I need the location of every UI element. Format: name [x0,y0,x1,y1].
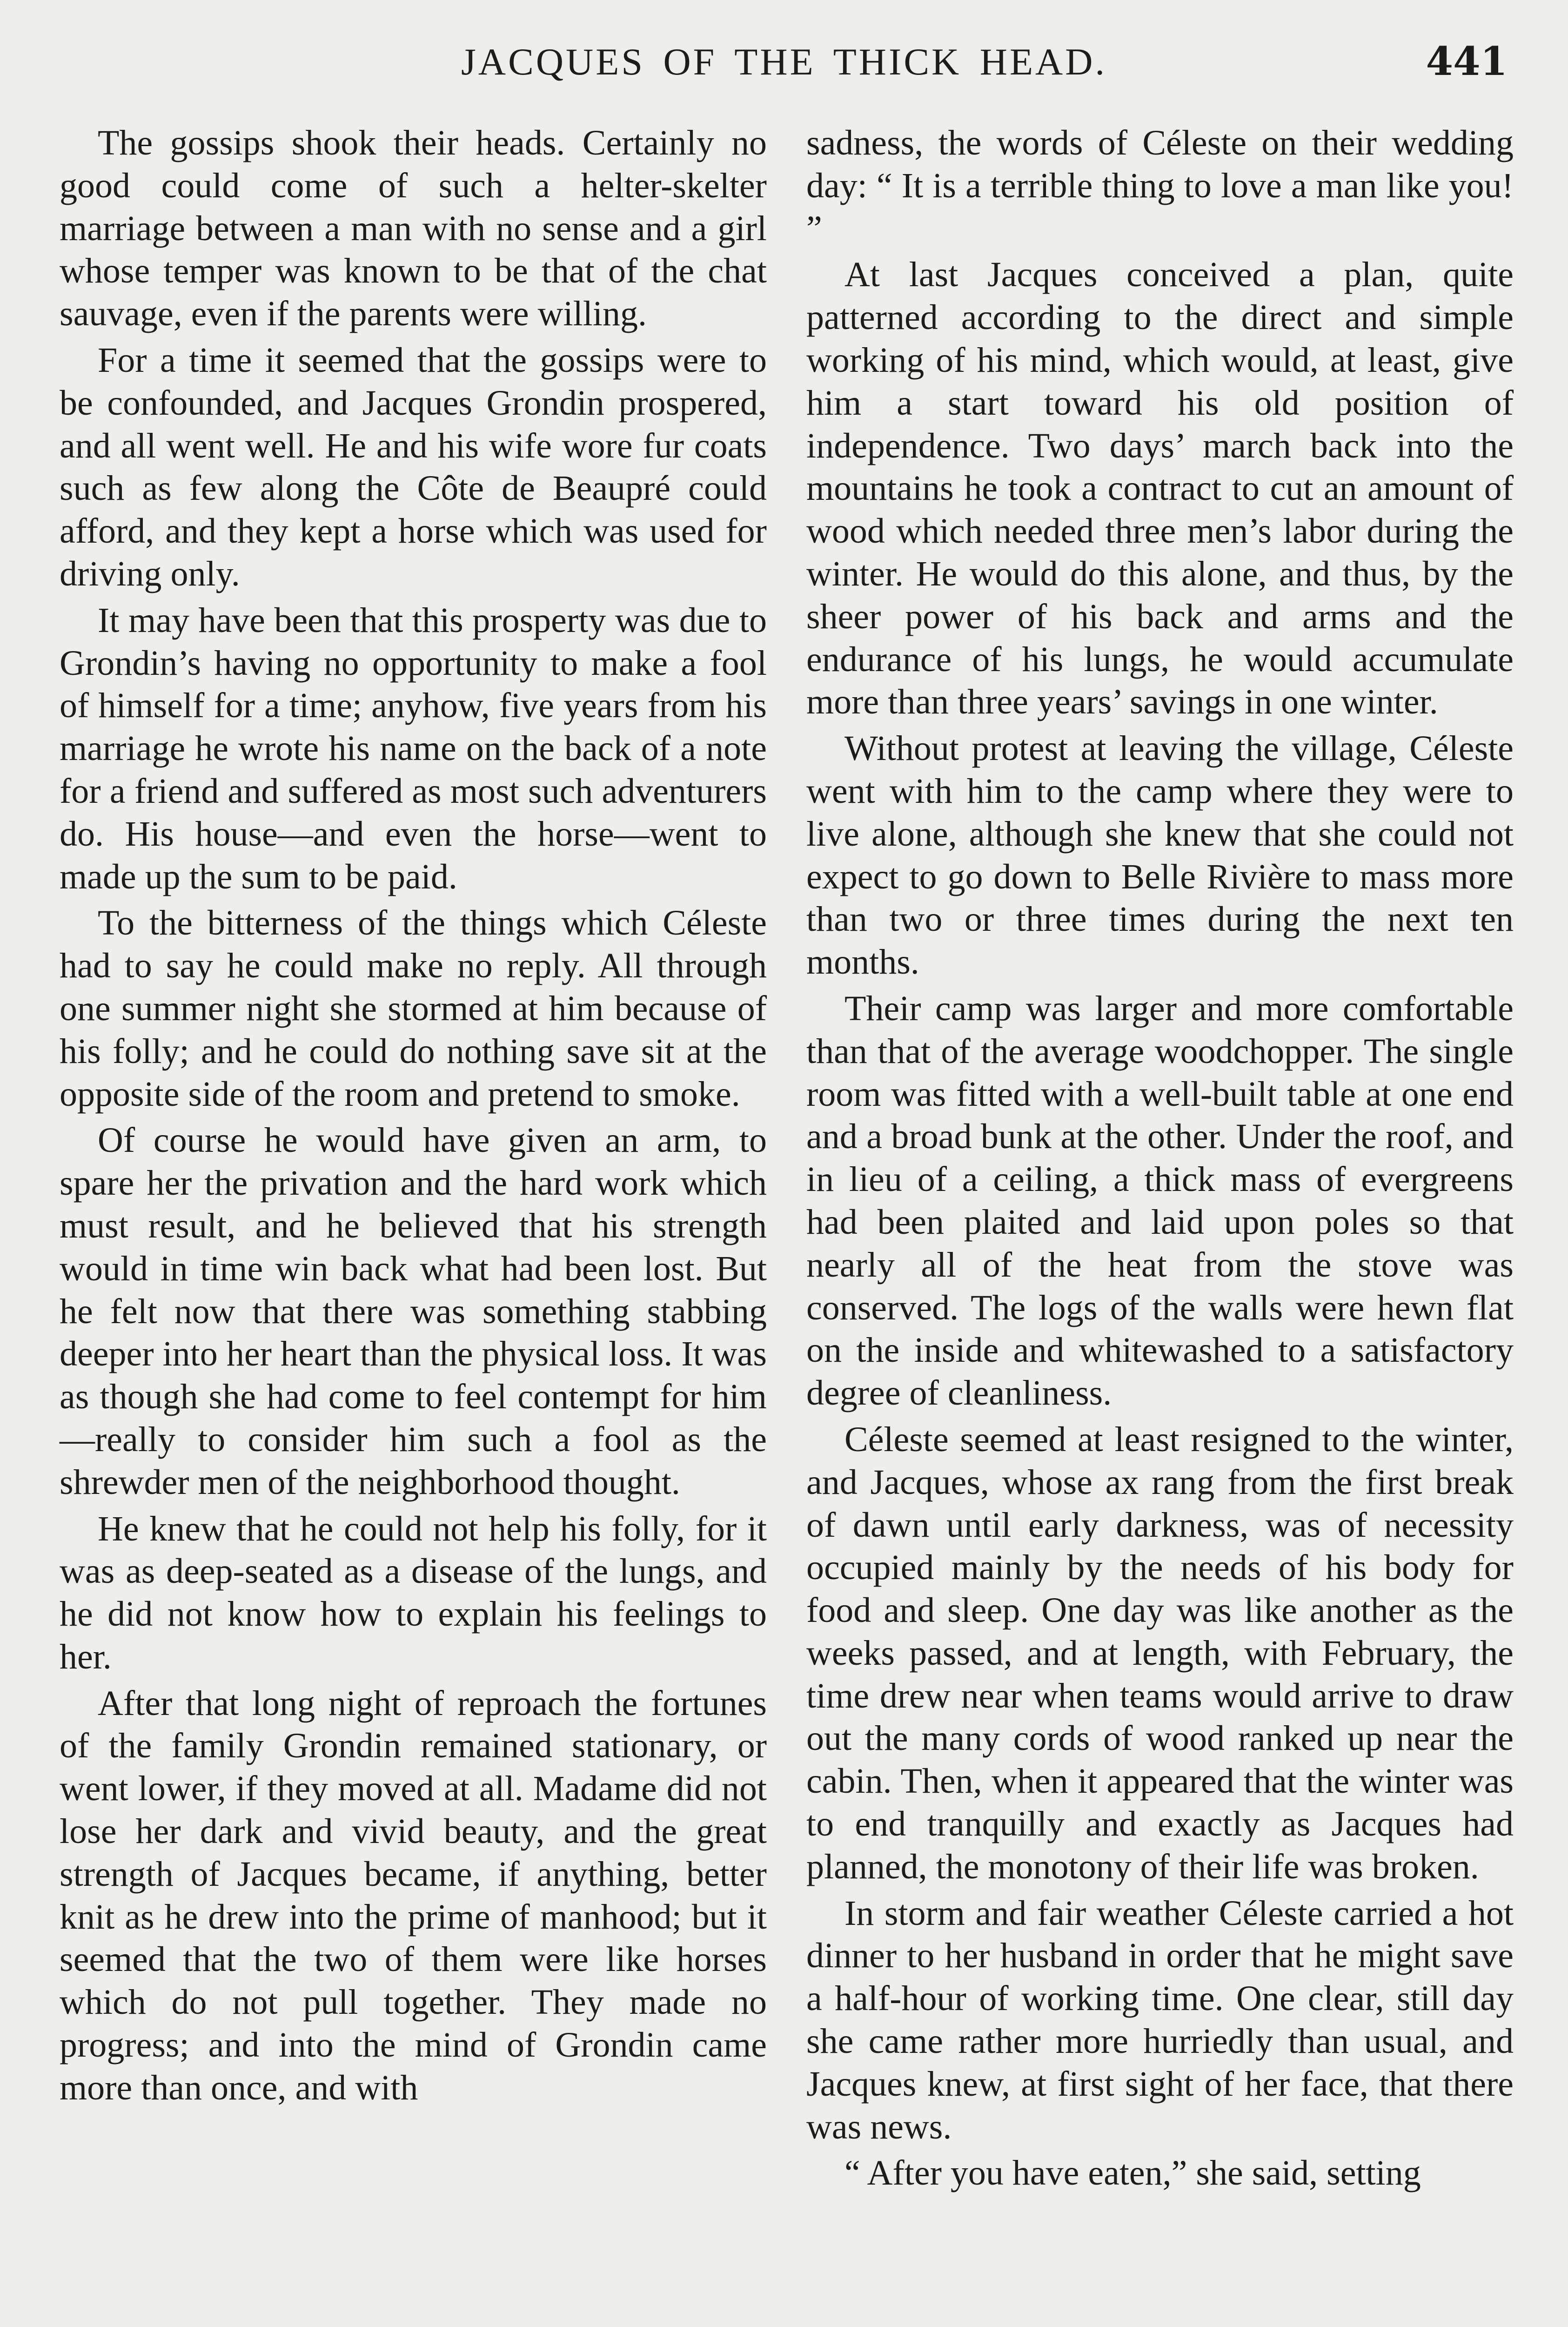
page-header [60,36,1508,87]
paragraph: Without protest at leaving the village, Céleste went with him to the camp where they were to live alone, although she knew that she could not expect to go down to Belle Rivière to mass more than two or three times during the next ten months. [806,729,1514,982]
paragraph: To the bitterness of the things which Céleste had to say he could make no reply. All through one summer night she stormed at him because of his folly; and he could do nothing save sit at the opposite side of the room and pretend to smoke. [60,903,767,1114]
paragraph: The gossips shook their heads. Certainly no good could come of such a helter-skelter marriage between a man with no sense and a girl whose temper was known to be that of the chat sauvage, even if the parents were willing. [60,123,767,334]
paragraph: It may have been that this prosperty was due to Grondin’s having no opportunity to make a fool of himself for a time; anyhow, five years from his marriage he wrote his name on the back of a note for a friend and suffered as most such adventurers do. His house—and even the horse—went to made up the sum to be paid. [60,600,767,896]
paragraph: After that long night of reproach the fortunes of the family Grondin remained stationary, or went lower, if they moved at all. Madame did not lose her dark and vivid beauty, and the great strength of Jacques became, if anything, better knit as he drew into the prime of manhood; but it seemed that the two of them were like horses which do not pull together. They made no progress; and into the mind of Grondin came more than once, and with [60,1683,767,2107]
paragraph: Of course he would have given an arm, to spare her the privation and the hard work which must result, and he believed that his strength would in time win back what had been lost. But he felt now that there was something stabbing deeper into her heart than the physical loss. It was as though she had come to feel contempt for him—really to consider him such a fool as the shrewder men of the neighborhood thought. [60,1121,767,1502]
paragraph: For a time it seemed that the gossips were to be confounded, and Jacques Grondin prospered, and all went well. He and his wife wore fur coats such as few along the Côte de Beaupré could afford, and they kept a horse which was used for driving only. [60,340,767,593]
running-title: JACQUES OF THE THICK HEAD. [461,40,1107,83]
left-column [60,122,767,2110]
page-number: 441 [1426,38,1508,84]
paragraph: In storm and fair weather Céleste carried a hot dinner to her husband in order that he might save a half-hour of working time. One clear, still day she came rather more hurriedly than usual, and Jacques knew, at first sight of her face, that there was news. [806,1893,1514,2146]
right-column [806,122,1514,2195]
paragraph: sadness, the words of Céleste on their wedding day: “ It is a terrible thing to love a man like you! ” [806,123,1514,248]
paragraph: He knew that he could not help his folly, for it was as deep-seated as a disease of the lungs, and he did not know how to explain his feelings to her. [60,1509,767,1676]
paragraph: “ After you have eaten,” she said, setting [844,2153,1421,2193]
paragraph: At last Jacques conceived a plan, quite patterned according to the direct and simple working of his mind, which would, at least, give him a start toward his old position of independence. Two days’ march back into the mountains he took a contract to cut an amount of wood which needed three men’s labor during the winter. He would do this alone, and thus, by the sheer power of his back and arms and the endurance of his lungs, he would accumulate more than three years’ savings in one winter. [806,255,1514,722]
paragraph: Their camp was larger and more comfortable than that of the average woodchopper. The single room was fitted with a well-built table at one end and a broad bunk at the other. Under the roof, and in lieu of a ceiling, a thick mass of evergreens had been plaited and laid upon poles so that nearly all of the heat from the stove was conserved. The logs of the walls were hewn flat on the inside and whitewashed to a satisfactory degree of cleanliness. [806,989,1514,1413]
paragraph: Céleste seemed at least resigned to the winter, and Jacques, whose ax rang from the first break of dawn until early darkness, was of necessity occupied mainly by the needs of his body for food and sleep. One day was like another as the weeks passed, and at length, with February, the time drew near when teams would arrive to draw out the many cords of wood ranked up near the cabin. Then, when it appeared that the winter was to end tranquilly and exactly as Jacques had planned, the monotony of their life was broken. [806,1419,1514,1886]
